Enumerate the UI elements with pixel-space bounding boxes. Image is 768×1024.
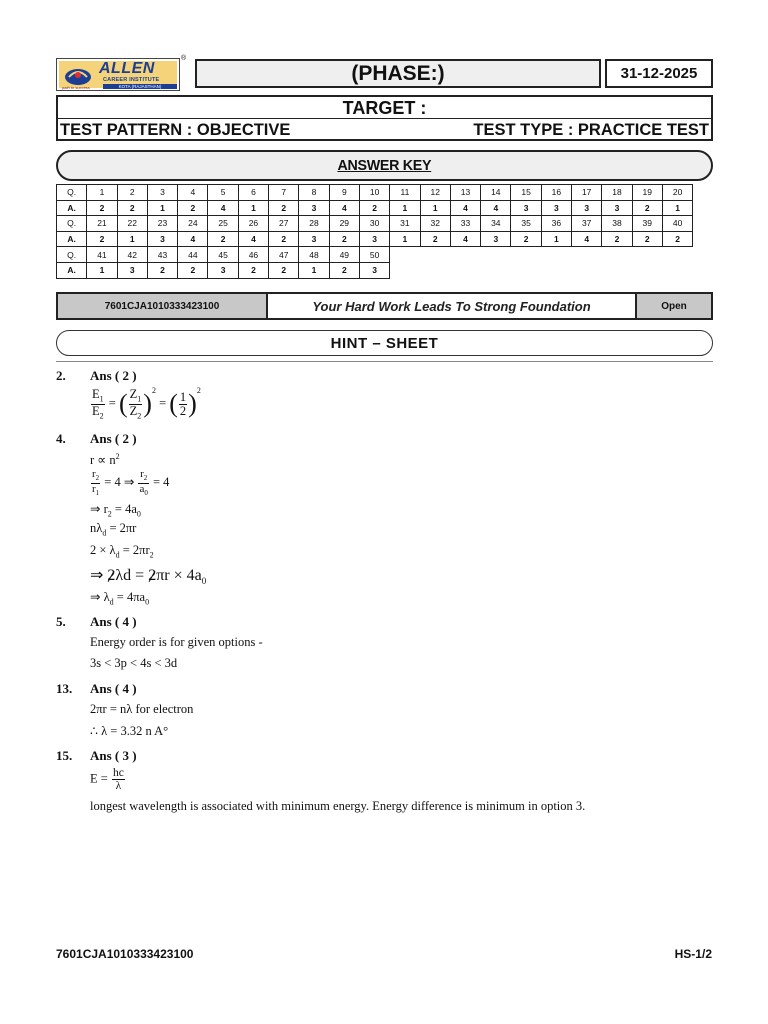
question-cell: 10 [359,185,389,201]
question-row [57,185,693,201]
equation-radius-ratio: $\frac{r_2}{r_1}$ = 4 ⇒ $\frac{r_2}{a_0}$ = 4 [92,468,170,497]
question-number: 4. [56,431,66,446]
question-cell: 33 [450,216,480,232]
question-cell: 18 [602,185,632,201]
answer-cell: 4 [572,231,602,247]
answer-cell: 1 [238,200,268,216]
answer-cell: 2 [178,200,208,216]
empty-cell [481,247,511,263]
empty-cell [632,262,662,278]
answer-cell: 1 [390,200,420,216]
question-number: 13. [56,681,73,696]
question-cell: 4 [178,185,208,201]
empty-cell [420,247,450,263]
equation-line: ⇒ $r_2 = 4a_0$ [90,502,141,519]
logo-tagline: path to success [62,85,90,90]
answer-cell: 3 [572,200,602,216]
question-cell: 6 [238,185,268,201]
answer-cell: 1 [117,231,147,247]
answer-cell: 1 [662,200,692,216]
answer-cell: 3 [147,231,177,247]
question-number: 15. [56,748,73,763]
status-badge: Open [635,294,711,318]
solution-text: 2πr = nλ for electron [90,702,194,716]
question-cell: 47 [269,247,299,263]
question-cell: 43 [147,247,177,263]
question-cell: 1 [87,185,117,201]
answer-key-table [56,184,693,279]
answer-cell: 3 [359,231,389,247]
footer-code: 7601CJA1010333423100 [56,947,194,961]
row-label: Q. [57,247,87,263]
empty-cell [481,262,511,278]
question-cell: 44 [178,247,208,263]
answer-cell: 4 [329,200,359,216]
empty-cell [541,247,571,263]
target-box [56,95,713,141]
empty-cell [572,247,602,263]
empty-cell [602,262,632,278]
answer-cell: 1 [420,200,450,216]
question-cell: 32 [420,216,450,232]
row-label: A. [57,262,87,278]
answer-cell: 2 [632,200,662,216]
question-cell: 12 [420,185,450,201]
question-cell: 26 [238,216,268,232]
question-cell: 21 [87,216,117,232]
answer-cell: 2 [511,231,541,247]
allen-emblem-icon [63,65,93,87]
answer-label: Ans ( 2 ) [90,431,137,446]
question-cell: 37 [572,216,602,232]
question-cell: 14 [481,185,511,201]
answer-cell: 2 [269,200,299,216]
equation-line: $2 \times \lambda_d = 2\pi r_2$ [90,543,154,560]
paper-code: 7601CJA1010333423100 [58,294,268,318]
answer-label: Ans ( 3 ) [90,748,137,763]
solution-text: ∴ λ = 3.32 n A° [90,724,169,738]
answer-key-heading [56,150,713,181]
question-cell: 25 [208,216,238,232]
empty-cell [511,262,541,278]
row-label: Q. [57,185,87,201]
question-number: 5. [56,614,66,629]
answer-cell: 2 [269,231,299,247]
answer-cell: 3 [208,262,238,278]
answer-cell: 3 [359,262,389,278]
question-cell: 3 [147,185,177,201]
registered-mark: ® [181,55,187,62]
question-cell: 20 [662,185,692,201]
question-cell: 15 [511,185,541,201]
question-cell: 27 [269,216,299,232]
answer-cell: 3 [541,200,571,216]
question-cell: 23 [147,216,177,232]
phase-title: (PHASE:) [195,59,601,88]
question-cell: 39 [632,216,662,232]
logo-subtitle: CAREER INSTITUTE [103,77,160,83]
info-strip [56,292,713,320]
answer-cell: 3 [481,231,511,247]
question-cell: 48 [299,247,329,263]
question-cell: 29 [329,216,359,232]
answer-cell: 3 [511,200,541,216]
answer-cell: 4 [450,200,480,216]
question-cell: 36 [541,216,571,232]
answer-cell: 1 [87,262,117,278]
question-cell: 22 [117,216,147,232]
row-label: A. [57,200,87,216]
answer-cell: 3 [299,200,329,216]
answer-cell: 2 [329,262,359,278]
answer-cell: 1 [541,231,571,247]
question-cell: 30 [359,216,389,232]
question-cell: 2 [117,185,147,201]
answer-cell: 2 [87,200,117,216]
question-cell: 5 [208,185,238,201]
answer-row [57,200,693,216]
answer-cell: 2 [147,262,177,278]
question-cell: 38 [602,216,632,232]
answer-cell: 1 [390,231,420,247]
solution-text: Energy order is for given options - [90,635,263,649]
empty-cell [390,262,420,278]
answer-label: Ans ( 2 ) [90,368,137,383]
test-date: 31-12-2025 [605,59,713,88]
logo-city: KOTA (RAJASTHAN) [103,84,177,89]
answer-cell: 2 [269,262,299,278]
answer-cell: 2 [117,200,147,216]
answer-cell: 3 [117,262,147,278]
target-label: TARGET : [342,98,427,118]
question-cell: 40 [662,216,692,232]
answer-cell: 4 [208,200,238,216]
answer-row [57,262,693,278]
equation-energy: E = $\frac{hc}{\lambda}$ [90,767,124,793]
question-cell: 31 [390,216,420,232]
question-cell: 35 [511,216,541,232]
answer-cell: 4 [450,231,480,247]
answer-cell: 1 [147,200,177,216]
solution-text: longest wavelength is associated with minimum energy. Energy difference is minimum in option 3. [90,799,586,813]
question-cell: 19 [632,185,662,201]
motto: Your Hard Work Leads To Strong Foundation [312,298,591,314]
empty-cell [662,262,692,278]
empty-cell [662,247,692,263]
answer-label: Ans ( 4 ) [90,614,137,629]
empty-cell [450,262,480,278]
answer-cell: 2 [208,231,238,247]
answer-cell: 2 [420,231,450,247]
empty-cell [632,247,662,263]
question-cell: 13 [450,185,480,201]
answer-label: Ans ( 4 ) [90,681,137,696]
question-cell: 28 [299,216,329,232]
answer-cell: 4 [238,231,268,247]
question-cell: 49 [329,247,359,263]
question-cell: 9 [329,185,359,201]
row-label: A. [57,231,87,247]
question-cell: 45 [208,247,238,263]
answer-cell: 1 [299,262,329,278]
empty-cell [511,247,541,263]
question-cell: 50 [359,247,389,263]
question-cell: 34 [481,216,511,232]
hint-sheet-heading: HINT – SHEET [56,330,713,356]
question-cell: 11 [390,185,420,201]
question-cell: 17 [572,185,602,201]
empty-cell [420,262,450,278]
divider [58,118,711,119]
answer-key-title: ANSWER KEY [337,157,432,174]
answer-cell: 2 [329,231,359,247]
answer-cell: 4 [481,200,511,216]
question-cell: 8 [299,185,329,201]
empty-cell [450,247,480,263]
answer-cell: 2 [238,262,268,278]
empty-cell [390,247,420,263]
answer-cell: 2 [178,262,208,278]
answer-cell: 2 [662,231,692,247]
empty-cell [541,262,571,278]
page-number: HS-1/2 [674,947,712,961]
question-cell: 24 [178,216,208,232]
question-cell: 42 [117,247,147,263]
answer-cell: 2 [359,200,389,216]
question-cell: 46 [238,247,268,263]
answer-cell: 3 [299,231,329,247]
empty-cell [602,247,632,263]
answer-cell: 2 [632,231,662,247]
question-cell: 41 [87,247,117,263]
answer-row [57,231,693,247]
equation-energy-ratio: $\frac{E_1}{E_2}$ = ( $\frac{Z_1}{Z_2}$ )$^2$ = ( $\frac{1}{2}$ )$^2$ [92,386,201,421]
test-type: TEST TYPE : PRACTICE TEST [473,121,709,139]
answer-cell: 2 [87,231,117,247]
empty-cell [572,262,602,278]
test-pattern: TEST PATTERN : OBJECTIVE [60,121,291,139]
question-number: 2. [56,368,66,383]
equation-line: ⇒ $\lambda_d = 4\pi a_0$ [90,590,150,607]
answer-cell: 3 [602,200,632,216]
solution-text: 3s < 3p < 4s < 3d [90,656,178,670]
question-row [57,247,693,263]
equation-line: $r \propto n^2$ [90,452,120,468]
question-cell: 16 [541,185,571,201]
answer-cell: 2 [602,231,632,247]
logo-brand: ALLEN [99,60,155,77]
question-cell: 7 [269,185,299,201]
row-label: Q. [57,216,87,232]
divider [56,361,713,362]
equation-cancelled: ⇒ $2\lambda d = 2\pi r \times 4a_0$ [90,567,207,587]
allen-logo [56,58,180,91]
answer-cell: 4 [178,231,208,247]
question-row [57,216,693,232]
equation-line: $n\lambda_d = 2\pi r$ [90,521,137,538]
